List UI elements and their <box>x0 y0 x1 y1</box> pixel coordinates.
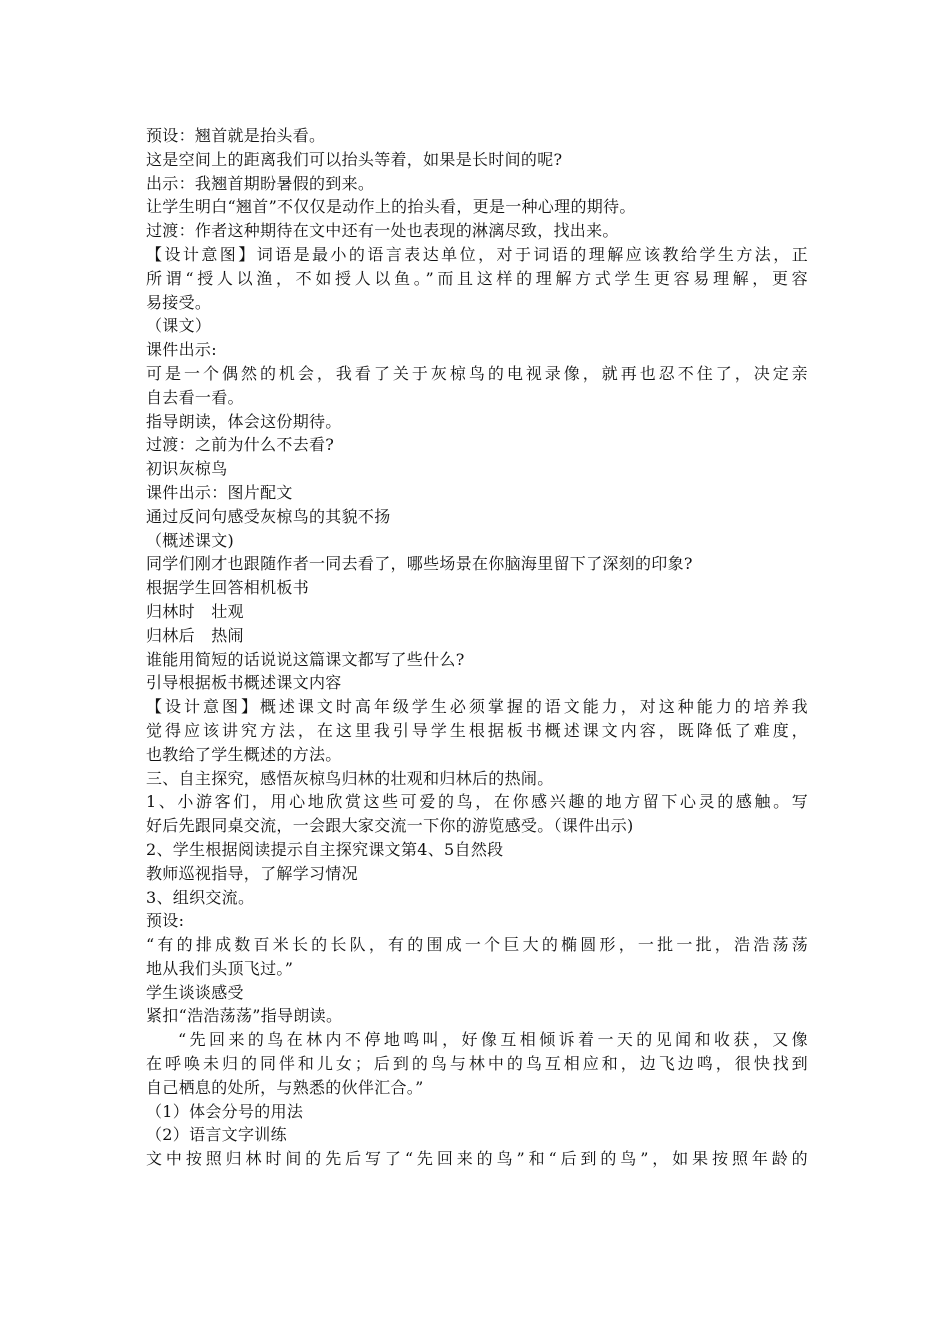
text-line: 预设：翘首就是抬头看。 <box>146 126 326 145</box>
text-line: 学生谈谈感受 <box>146 982 244 1002</box>
design-intent-line: 【设计意图】词语是最小的语言表达单位，对于词语的理解应该教给学生方法，正 <box>146 244 808 264</box>
text-line: 让学生明白“翘首”不仅仅是动作上的抬头看，更是一种心理的期待。 <box>146 197 636 217</box>
text-line: 可是一个偶然的机会，我看了关于灰椋鸟的电视录像，就再也忍不住了，决定亲 <box>146 363 808 383</box>
text-line: 3、组织交流。 <box>146 887 255 907</box>
section-heading: 三、自主探究，感悟灰椋鸟归林的壮观和归林后的热闹。 <box>146 768 554 788</box>
text-line: 这是空间上的距离我们可以抬头等着，如果是长时间的呢? <box>146 149 563 169</box>
text-line: 觉得应该讲究方法，在这里我引导学生根据板书概述课文内容，既降低了难度， <box>146 720 808 740</box>
text-line: 好后先跟同桌交流，一会跟大家交流一下你的游览感受。（课件出示) <box>146 816 634 836</box>
quote-line: “先回来的鸟在林内不停地鸣叫，好像互相倾诉着一天的见闻和收获，又像 <box>178 1030 808 1050</box>
text-line: 预设: <box>146 911 185 931</box>
section-label: （课文） <box>146 316 212 336</box>
quote-line: 自己栖息的处所，与熟悉的伙伴汇合。” <box>146 1077 424 1097</box>
text-line: 出示：我翘首期盼暑假的到来。 <box>146 173 375 193</box>
text-line: 紧扣“浩浩荡荡”指导朗读。 <box>146 1006 343 1026</box>
document-body <box>146 124 808 1171</box>
text-line: 课件出示：图片配文 <box>146 482 293 502</box>
board-note: 归林后 热闹 <box>146 625 244 645</box>
text-line: 2、学生根据阅读提示自主探究课文第4、5自然段 <box>146 839 504 859</box>
text-line: 过渡：之前为什么不去看? <box>146 435 335 455</box>
text-line: 教师巡视指导，了解学习情况 <box>146 863 358 883</box>
design-intent-line: 【设计意图】概述课文时高年级学生必须掌握的语文能力，对这种能力的培养我 <box>146 697 808 717</box>
text-line: 易接受。 <box>146 292 212 312</box>
list-item: （1）体会分号的用法 <box>146 1101 304 1121</box>
text-line: 过渡：作者这种期待在文中还有一处也表现的淋漓尽致，找出来。 <box>146 221 619 241</box>
board-note: 归林时 壮观 <box>146 601 244 621</box>
text-line: 初识灰椋鸟 <box>146 459 228 479</box>
text-line: 同学们刚才也跟随作者一同去看了，哪些场景在你脑海里留下了深刻的印象? <box>146 554 693 574</box>
text-line: 文中按照归林时间的先后写了“先回来的鸟”和“后到的鸟”，如果按照年龄的 <box>146 1149 808 1169</box>
text-line: 谁能用简短的话说说这篇课文都写了些什么? <box>146 649 465 669</box>
text-line: 通过反问句感受灰椋鸟的其貌不扬 <box>146 506 391 526</box>
text-line: 课件出示: <box>146 340 217 360</box>
quote-line: 在呼唤未归的同伴和儿女；后到的鸟与林中的鸟互相应和，边飞边鸣，很快找到 <box>146 1054 808 1074</box>
text-line: 指导朗读，体会这份期待。 <box>146 411 342 431</box>
list-item: （2）语言文字训练 <box>146 1125 287 1145</box>
text-line: 1、小游客们，用心地欣赏这些可爱的鸟，在你感兴趣的地方留下心灵的感触。写 <box>146 792 808 812</box>
text-line: 也教给了学生概述的方法。 <box>146 744 342 764</box>
text-line: 引导根据板书概述课文内容 <box>146 673 342 693</box>
quote-line: “有的排成数百米长的长队，有的围成一个巨大的椭圆形，一批一批，浩浩荡荡 <box>146 935 808 955</box>
text-line: 所谓“授人以渔，不如授人以鱼。”而且这样的理解方式学生更容易理解，更容 <box>146 268 808 288</box>
text-line: 根据学生回答相机板书 <box>146 578 310 598</box>
text-line: 自去看一看。 <box>146 387 244 407</box>
section-label: （概述课文) <box>146 530 235 550</box>
quote-line: 地从我们头顶飞过。” <box>146 958 294 978</box>
